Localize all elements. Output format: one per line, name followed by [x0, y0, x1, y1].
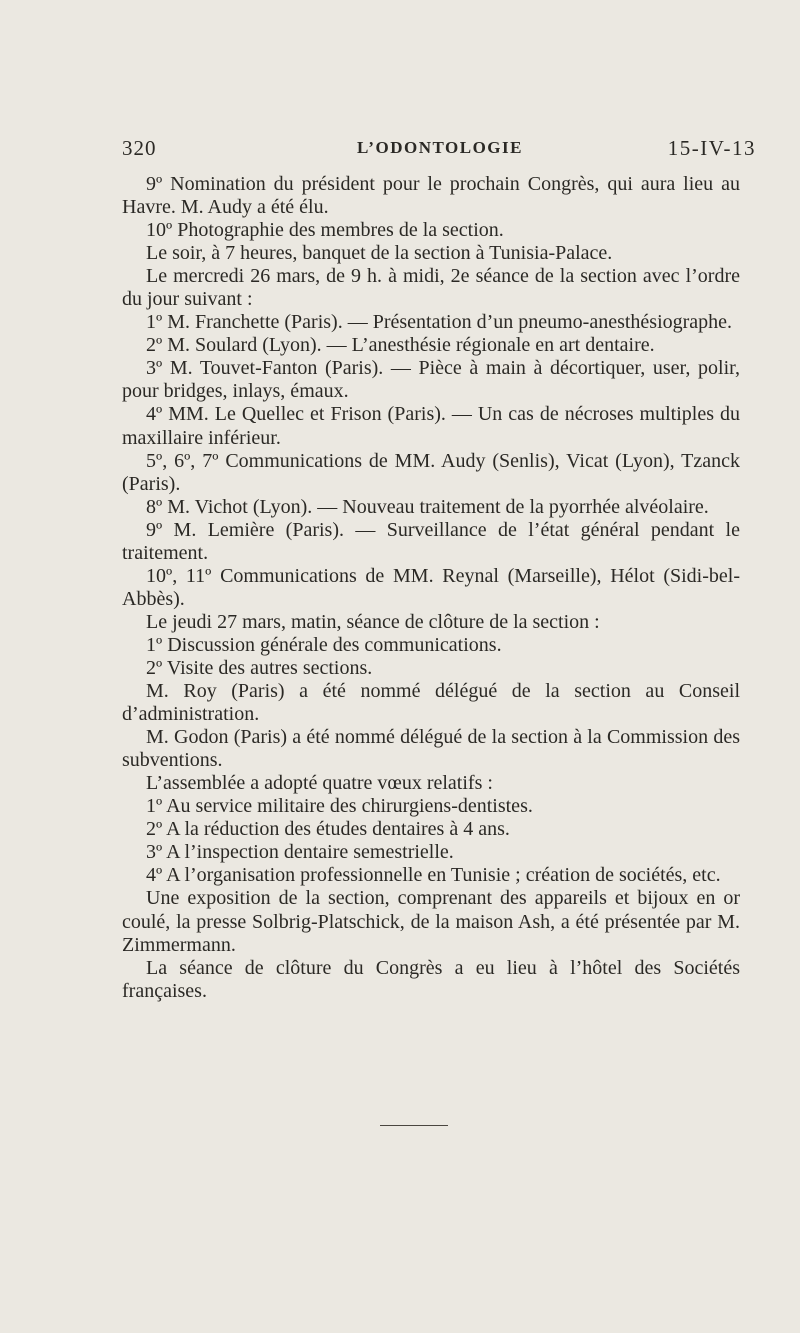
paragraph-wish-4: 4º A l’organisation professionnelle en Tunisie ; création de sociétés, etc.: [146, 864, 721, 887]
paragraph-agenda-3: 3º M. Touvet-Fanton (Paris). — Pièce à main à décortiquer, user, polir, pour bridges, inlays, émaux.: [122, 357, 740, 403]
paragraph-godon-delegate: M. Godon (Paris) a été nommé délégué de la section à la Commission des subventions.: [122, 726, 740, 772]
paragraph-item-9: 9º Nomination du président pour le prochain Congrès, qui aura lieu au Havre. M. Audy a été élu.: [122, 173, 740, 219]
page-number: 320: [122, 136, 157, 160]
paragraph-closing-session: La séance de clôture du Congrès a eu lieu à l’hôtel des Sociétés françaises.: [122, 956, 740, 1002]
paragraph-closing-2: 2º Visite des autres sections.: [146, 656, 373, 679]
paragraph-wishes-intro: L’assemblée a adopté quatre vœux relatifs :: [146, 772, 493, 795]
paragraph-agenda-8: 8º M. Vichot (Lyon). — Nouveau traitement de la pyorrhée alvéolaire.: [146, 495, 709, 518]
paragraph-agenda-1: 1º M. Franchette (Paris). — Présentation d’un pneumo-anesthésiographe.: [146, 311, 733, 334]
paragraph-wish-2: 2º A la réduction des études dentaires à 4 ans.: [146, 818, 510, 841]
section-end-rule: [380, 1125, 448, 1126]
paragraph-wednesday-session: Le mercredi 26 mars, de 9 h. à midi, 2e séance de la section avec l’ordre du jour suivant :: [122, 265, 740, 311]
body-text: [122, 173, 740, 1003]
paragraph-roy-delegate: M. Roy (Paris) a été nommé délégué de la section au Conseil d’administration.: [122, 680, 740, 726]
paragraph-agenda-2: 2º M. Soulard (Lyon). — L’anesthésie régionale en art dentaire.: [146, 334, 655, 357]
running-title: L’ODONTOLOGIE: [357, 138, 523, 157]
paragraph-agenda-10-11: 10º, 11º Communications de MM. Reynal (Marseille), Hélot (Sidi-bel-Abbès).: [122, 564, 740, 610]
paragraph-wish-3: 3º A l’inspection dentaire semestrielle.: [146, 841, 454, 864]
paragraph-wish-1: 1º Au service militaire des chirurgiens-dentistes.: [146, 795, 533, 818]
paragraph-thursday-session: Le jeudi 27 mars, matin, séance de clôture de la section :: [146, 610, 600, 633]
issue-date: 15-IV-13: [667, 136, 756, 160]
paragraph-agenda-5-7: 5º, 6º, 7º Communications de MM. Audy (Senlis), Vicat (Lyon), Tzanck (Paris).: [122, 449, 740, 495]
paragraph-closing-1: 1º Discussion générale des communications.: [146, 633, 502, 656]
paragraph-banquet: Le soir, à 7 heures, banquet de la section à Tunisia-Palace.: [146, 242, 613, 265]
paragraph-exhibition: Une exposition de la section, comprenant des appareils et bijoux en or coulé, la presse Solbrig-Platschick, de la maison Ash, a été présentée par M. Zimmermann.: [122, 887, 740, 956]
paragraph-agenda-9: 9º M. Lemière (Paris). — Surveillance de l’état général pendant le traitement.: [122, 518, 740, 564]
paragraph-item-10: 10º Photographie des membres de la section.: [146, 219, 504, 242]
running-header: [122, 136, 758, 166]
paragraph-agenda-4: 4º MM. Le Quellec et Frison (Paris). — Un cas de nécroses multiples du maxillaire inférieur.: [122, 403, 740, 449]
